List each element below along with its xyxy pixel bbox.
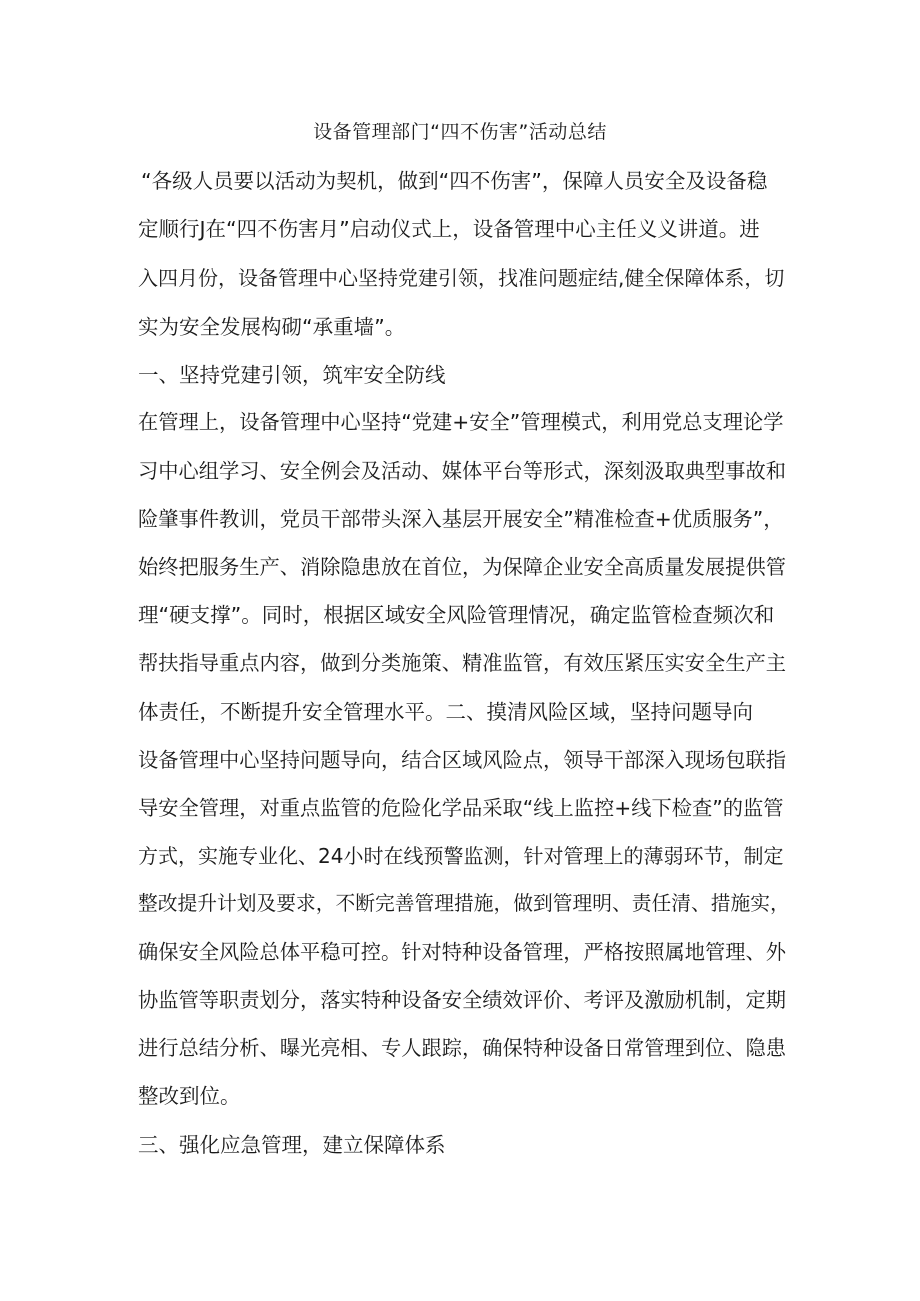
paragraph-line: 设备管理中心坚持问题导向，结合区域风险点，领导干部深入现场包联指 <box>138 748 787 772</box>
paragraph-line: 方式，实施专业化、24小时在线预警监测，针对管理上的薄弱环节，制定 <box>138 844 784 868</box>
paragraph-line: 体责任，不断提升安全管理水平。二、摸清风险区域，坚持问题导向 <box>138 700 753 724</box>
paragraph-line: 导安全管理，对重点监管的危险化学品采取“线上监控+线下检查”的监管 <box>138 796 784 820</box>
paragraph-line: 整改提升计划及要求，不断完善管理措施，做到管理明、责任清、措施实， <box>138 892 790 915</box>
paragraph-line: “各级人员要以活动为契机，做到“四不伤害”，保障人员安全及设备稳 <box>141 169 768 193</box>
paragraph-line: 进行总结分析、曝光亮相、专人跟踪，确保特种设备日常管理到位、隐患 <box>138 1036 787 1060</box>
section-heading: 一、坚持党建引领，筑牢安全防线 <box>138 363 446 387</box>
paragraph-line: 习中心组学习、安全例会及活动、媒体平台等形式，深刻汲取典型事故和 <box>138 459 787 483</box>
paragraph-line: 协监管等职责划分，落实特种设备安全绩效评价、考评及激励机制，定期 <box>138 988 787 1012</box>
document-title: 设备管理部门“四不伤害”活动总结 <box>313 121 607 143</box>
paragraph-line: 实为安全发展构砌“承重墙”。 <box>138 315 406 339</box>
paragraph-line: 确保安全风险总体平稳可控。针对特种设备管理，严格按照属地管理、外 <box>138 940 787 964</box>
paragraph-line: 定顺行J在“四不伤害月”启动仪式上，设备管理中心主任义义讲道。进 <box>138 217 760 241</box>
section-heading: 三、强化应急管理，建立保障体系 <box>138 1133 446 1157</box>
paragraph-line: 理“硬支撑”。同时，根据区域安全风险管理情况，确定监管检查频次和 <box>138 603 775 627</box>
paragraph-line: 始终把服务生产、消除隐患放在首位，为保障企业安全高质量发展提供管 <box>138 555 787 579</box>
paragraph-line: 在管理上，设备管理中心坚持“党建+安全”管理模式，利用党总支理论学 <box>138 410 784 434</box>
paragraph-line: 险肇事件教训，党员干部带头深入基层开展安全”精准检查+优质服务”， <box>138 507 784 531</box>
paragraph-line: 整改到位。 <box>138 1084 241 1108</box>
paragraph-line: 帮扶指导重点内容，做到分类施策、精准监管，有效压紧压实安全生产主 <box>138 651 787 675</box>
paragraph-line: 入四月份，设备管理中心坚持党建引领，找准问题症结,健全保障体系，切 <box>138 266 785 290</box>
